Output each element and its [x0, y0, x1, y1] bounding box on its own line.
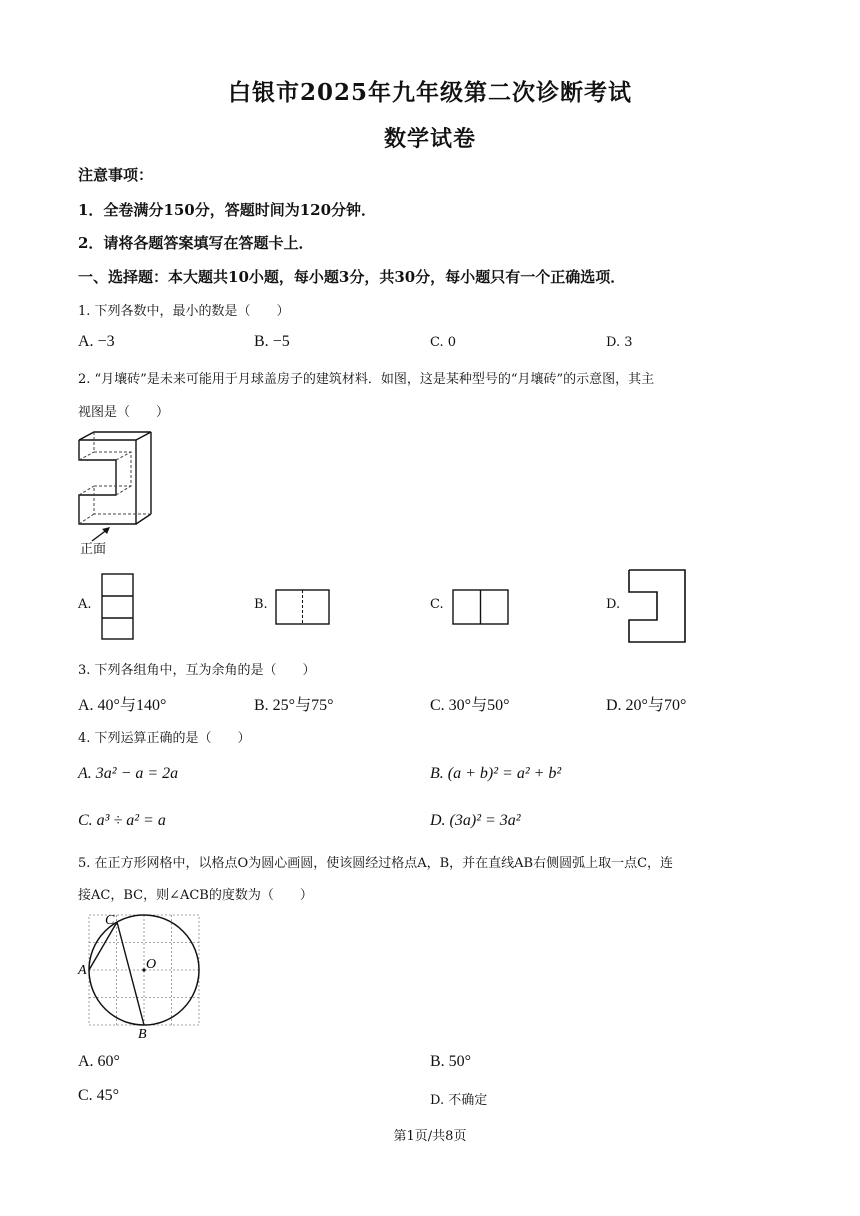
q2-option-b-label: B. — [254, 597, 268, 612]
page-subtitle: 数学试卷 — [383, 126, 476, 152]
brick-figure — [76, 430, 156, 530]
q2-option-a-label: A. — [78, 597, 92, 612]
q1-option-a: A. −3 — [78, 333, 115, 350]
note-item-2: 2．请将各题答案填写在答题卡上． — [78, 234, 314, 252]
notes-heading: 注意事项： — [78, 166, 154, 184]
section-heading: 一、选择题：本大题共10小题，每小题3分，共30分，每小题只有一个正确选项． — [78, 268, 626, 286]
q1-option-c: C. 0 — [430, 335, 457, 350]
q4-option-b: B. (a + b)² = a² + b² — [430, 765, 562, 782]
q1-option-b: B. −5 — [254, 333, 290, 350]
q1-option-d: D. 3 — [606, 335, 633, 350]
page-number: 第1页/共8页 — [393, 1129, 467, 1144]
q2-option-a-figure — [101, 573, 135, 641]
figure-label-front: 正面 — [80, 542, 107, 557]
q5-option-d: D. 不确定 — [430, 1093, 488, 1108]
note-item-1: 1．全卷满分150分，答题时间为120分钟． — [78, 201, 377, 219]
q2-option-c-figure — [452, 589, 510, 627]
point-label-o: O — [146, 957, 157, 972]
point-label-c: C — [105, 913, 115, 928]
q3-stem: 3. 下列各组角中，互为余角的是（ ） — [78, 663, 316, 678]
q1-stem: 1. 下列各数中，最小的数是（ ） — [78, 304, 290, 319]
q3-option-d: D. 20°与70° — [606, 697, 687, 714]
q2-option-d-label: D. — [606, 597, 621, 612]
point-label-b: B — [138, 1027, 147, 1042]
q4-option-c: C. a³ ÷ a² = a — [78, 812, 166, 829]
q2-option-c-label: C. — [430, 597, 444, 612]
q2-option-d-figure — [627, 568, 689, 644]
q3-option-a: A. 40°与140° — [78, 697, 167, 714]
q5-option-a: A. 60° — [78, 1053, 120, 1070]
circle-grid-figure — [76, 910, 206, 1042]
q3-option-c: C. 30°与50° — [430, 697, 510, 714]
point-label-a: A — [78, 963, 87, 978]
page-title: 白银市2025年九年级第二次诊断考试 — [227, 79, 632, 106]
q4-option-a: A. 3a² − a = 2a — [78, 765, 179, 782]
q5-option-b: B. 50° — [430, 1053, 472, 1070]
q2-option-b-figure — [275, 589, 331, 627]
q5-option-c: C. 45° — [78, 1087, 120, 1104]
q2-stem-line2: 视图是（ ） — [78, 405, 170, 420]
q2-stem-line1: 2. “月壤砖”是未来可能用于月球盖房子的建筑材料．如图，这是某种型号的“月壤砖”的示意图，其主 — [78, 372, 655, 387]
q4-stem: 4. 下列运算正确的是（ ） — [78, 731, 251, 746]
q5-stem-line2: 接AC，BC，则∠ACB的度数为（ ） — [78, 888, 313, 903]
q5-stem-line1: 5. 在正方形网格中，以格点O为圆心画圆，使该圆经过格点A，B，并在直线AB右侧圆弧上取一点C，连 — [78, 856, 674, 871]
q4-option-d: D. (3a)² = 3a² — [430, 812, 521, 829]
q3-option-b: B. 25°与75° — [254, 697, 334, 714]
